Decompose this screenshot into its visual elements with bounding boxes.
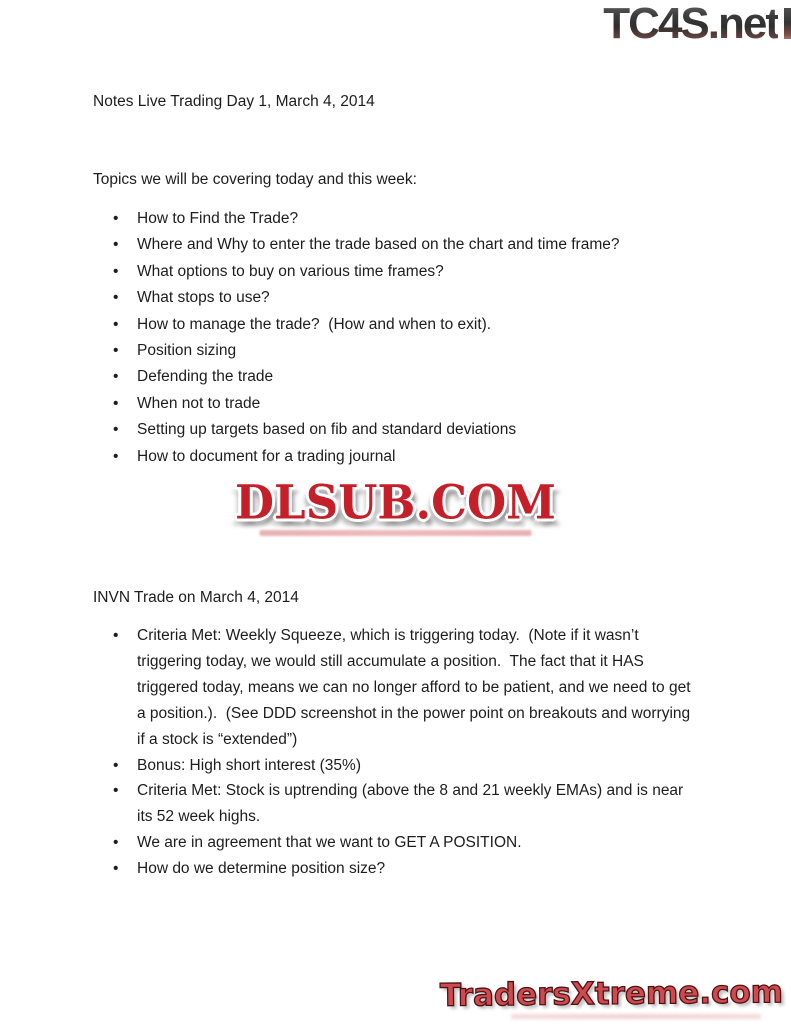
tradersxtreme-logo-reflection (511, 1014, 761, 1019)
list-item (113, 856, 691, 882)
list-item-text: Bonus: High short interest (35%) (137, 756, 361, 774)
list-item-text: Position sizing (137, 342, 237, 360)
bullet-icon: • (113, 262, 119, 280)
bullet-icon: • (113, 236, 119, 254)
bullet-icon: • (113, 421, 119, 439)
list-item (113, 830, 691, 856)
tradersxtreme-logo: TradersXtreme.com (439, 974, 784, 1014)
bullet-icon: • (113, 782, 119, 800)
bullet-icon: • (113, 447, 119, 465)
topics-list (113, 206, 713, 470)
bullet-icon: • (113, 289, 119, 307)
bullet-icon: • (113, 860, 119, 878)
list-item (113, 778, 691, 830)
bullet-icon: • (113, 210, 119, 227)
bullet-icon: • (113, 756, 119, 774)
list-item (113, 444, 713, 470)
page-title: Notes Live Trading Day 1, March 4, 2014 (93, 93, 375, 110)
dlsub-watermark (235, 474, 556, 536)
list-item (113, 338, 713, 364)
invn-heading: INVN Trade on March 4, 2014 (93, 589, 299, 606)
list-item-text: Setting up targets based on fib and standard deviations (137, 421, 517, 439)
list-item (113, 232, 713, 258)
list-item-text: Criteria Met: Weekly Squeeze, which is triggering today. (Note if it wasn’t triggering today, we would still accumulate a position. The fact that it HAS triggered today, means we can no longer afford to be patient, and we need to get a position.). (See DDD screenshot in the power point on breakouts and worrying if a stock is “extended”) (137, 627, 695, 748)
bullet-icon: • (113, 342, 119, 360)
list-item (113, 312, 713, 338)
list-item-text: Where and Why to enter the trade based on the chart and time frame? (137, 236, 620, 254)
list-item (113, 285, 713, 311)
bullet-icon: • (113, 834, 119, 852)
dlsub-watermark-text: DLSUB.COM (235, 474, 556, 531)
list-item (113, 206, 713, 232)
list-item (113, 364, 713, 390)
list-item-text: How to Find the Trade? (137, 210, 299, 227)
list-item (113, 753, 691, 779)
list-item-text: How to manage the trade? (How and when to exit). (137, 315, 492, 333)
bullet-icon: • (113, 368, 119, 386)
topics-heading: Topics we will be covering today and this week: (93, 171, 417, 188)
list-item-text: How do we determine position size? (137, 860, 386, 878)
bullet-icon: • (113, 394, 119, 412)
list-item (113, 623, 695, 753)
list-item-text: What options to buy on various time frames? (137, 262, 444, 280)
list-item-text: How to document for a trading journal (137, 447, 396, 465)
header-logo-edge-fragment (784, 8, 791, 39)
list-item (113, 259, 713, 285)
list-item-text: Criteria Met: Stock is uptrending (above the 8 and 21 weekly EMAs) and is near its 52 week highs. (137, 782, 688, 826)
list-item (113, 417, 713, 443)
tc4s-logo: TC4S.net (603, 0, 778, 48)
list-item-text: We are in agreement that we want to GET A POSITION. (137, 834, 522, 852)
invn-list (113, 623, 695, 882)
list-item-text: Defending the trade (137, 368, 274, 386)
list-item-text: When not to trade (137, 394, 261, 412)
bullet-icon: • (113, 315, 119, 333)
bullet-icon: • (113, 627, 119, 644)
list-item (113, 391, 713, 417)
list-item-text: What stops to use? (137, 289, 270, 307)
dlsub-watermark-reflection (260, 530, 532, 536)
